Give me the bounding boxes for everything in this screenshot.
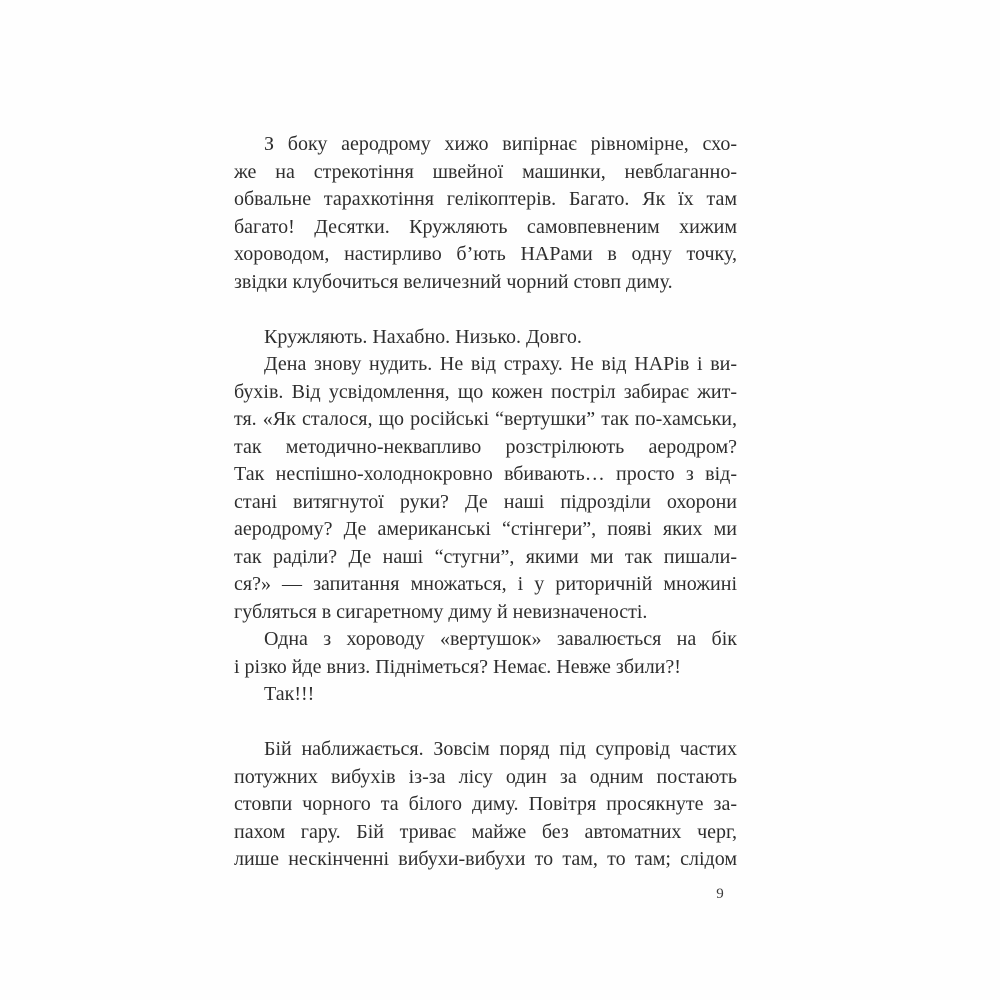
text-line: губляться в сигаретному диму й невизначеності. — [234, 600, 648, 623]
text-line: бухів. Від усвідомлення, що кожен постріл забирає жит- — [234, 380, 737, 403]
text-line: потужних вибухів із-за лісу один за одним постають — [234, 765, 737, 788]
text-line: і різко йде вниз. Підніметься? Немає. Невже збили?! — [234, 655, 681, 678]
text-line: З боку аеродрому хижо випірнає рівномірне, схо- — [264, 133, 737, 155]
text-line: звідки клубочиться величезний чорний стовп диму. — [234, 270, 673, 293]
paragraph — [234, 681, 737, 709]
paragraph — [234, 626, 737, 681]
text-line: хороводом, настирливо б’ють НАРами в одну точку, — [234, 243, 737, 265]
text-line: тя. «Як сталося, що російські “вертушки” так по-хамськи, — [234, 408, 737, 430]
text-line: аеродрому? Де американські “стінгери”, появі яких ми — [234, 518, 737, 540]
text-line: Так!!! — [264, 683, 315, 705]
text-line: Одна з хороводу «вертушок» завалюється на бік — [264, 628, 737, 650]
text-line: Кружляють. Нахабно. Низько. Довго. — [264, 325, 582, 348]
text-line: ся?» — запитання множаться, і у риторичній множині — [234, 573, 737, 595]
paragraph — [234, 736, 737, 874]
text-block — [234, 131, 737, 874]
text-line: лише нескінченні вибухи-вибухи то там, то там; слідом — [234, 848, 737, 870]
text-line: так методично-неквапливо розстрілюють аеродром? — [234, 435, 737, 458]
text-line: стовпи чорного та білого диму. Повітря просякнуте за- — [234, 793, 737, 815]
page-number: 9 — [716, 886, 724, 902]
paragraph — [234, 324, 737, 352]
paragraph — [234, 351, 737, 626]
text-line: Дена знову нудить. Не від страху. Не від НАРів і ви- — [264, 353, 737, 375]
text-line: Бій наближається. Зовсім поряд під супровід частих — [264, 738, 737, 760]
text-line: стані витягнутої руки? Де наші підрозділи охорони — [234, 490, 737, 513]
text-line: обвальне тарахкотіння гелікоптерів. Багато. Як їх там — [234, 188, 737, 210]
text-line: Так неспішно-холоднокровно вбивають… просто з від- — [234, 463, 737, 485]
text-line: так раділи? Де наші “стугни”, якими ми так пишали- — [234, 545, 737, 568]
paragraph — [234, 131, 737, 296]
text-line: багато! Десятки. Кружляють самовпевненим хижим — [234, 215, 737, 238]
text-line: пахом гару. Бій триває майже без автоматних черг, — [234, 820, 737, 843]
text-line: же на стрекотіння швейної машинки, невблаганно- — [234, 160, 737, 183]
